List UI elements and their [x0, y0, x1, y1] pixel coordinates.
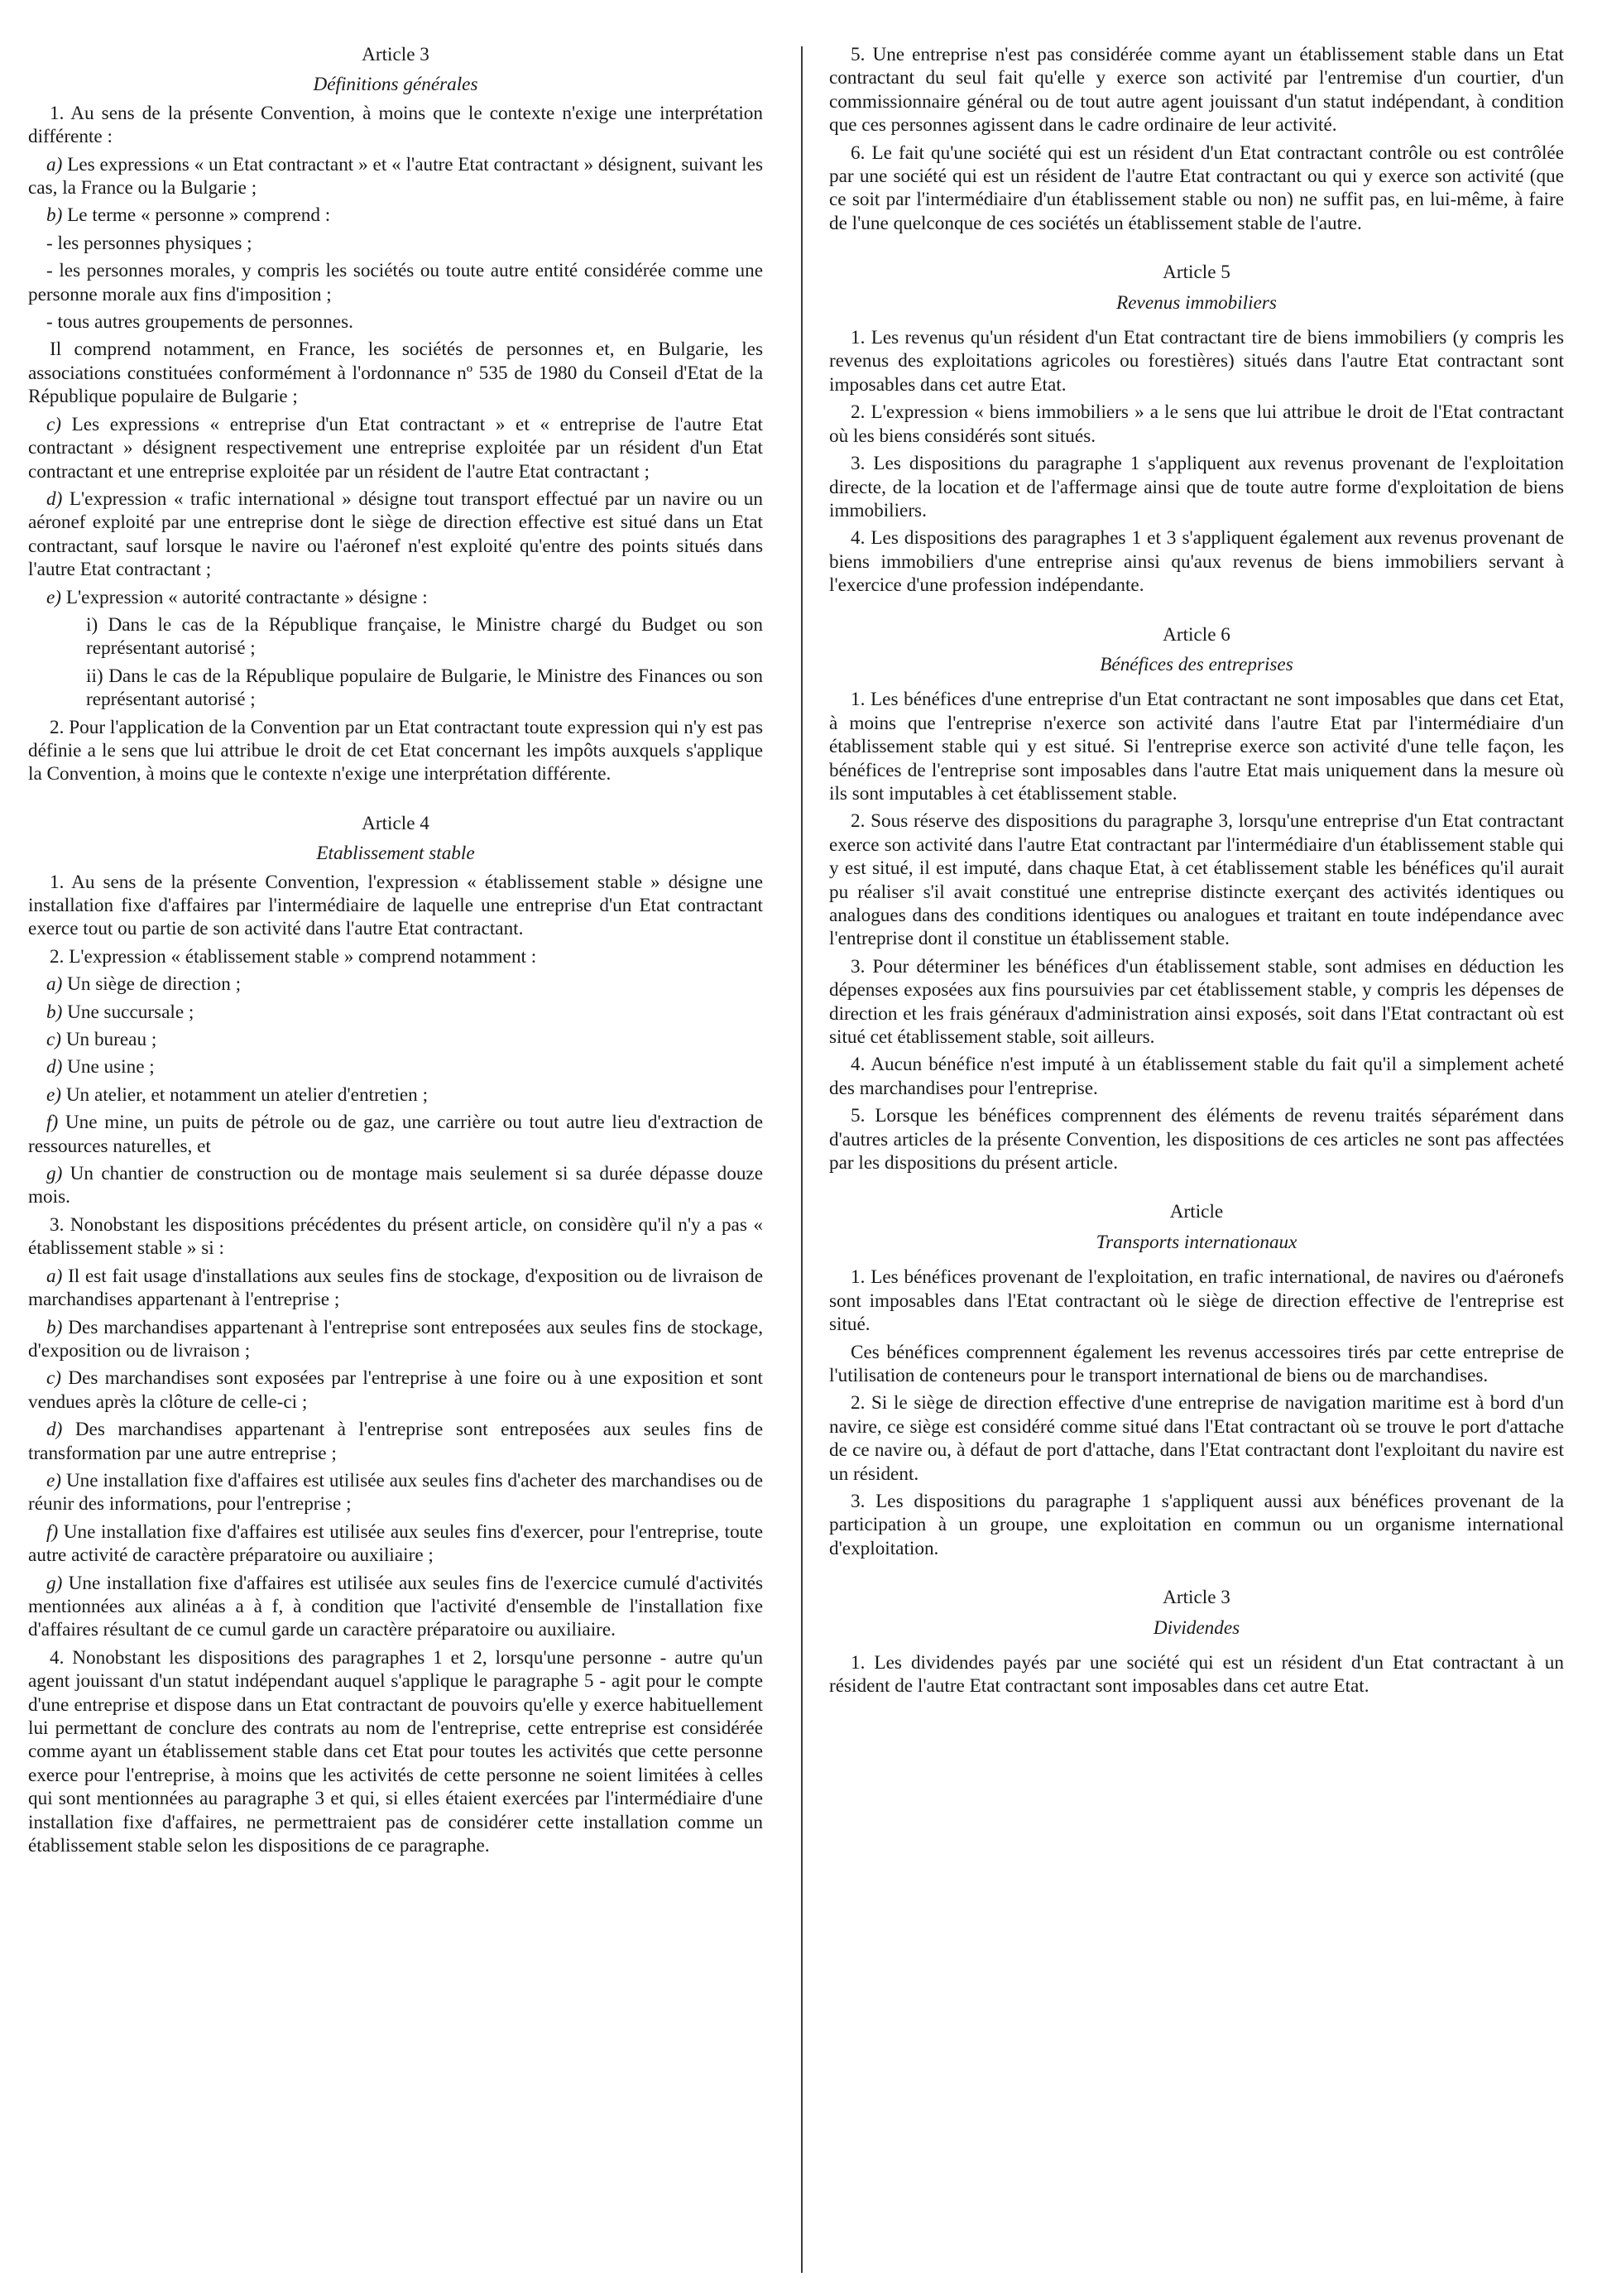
list-item — [28, 153, 763, 200]
article-7-title: Article — [1169, 1201, 1224, 1223]
list-letter: g) — [46, 1572, 63, 1594]
list-item — [28, 1001, 763, 1024]
list-text: L'expression « autorité contractante » désigne : — [65, 586, 428, 608]
paragraph: 5. Lorsque les bénéfices comprennent des éléments de revenu traités séparément dans d'autres articles de la présente Convention, les dispositions de ces articles ne sont pas affectées par les dispositions du présent article. — [829, 1105, 1564, 1174]
list-text: Des marchandises sont exposées par l'entreprise à une foire ou à une exposition et sont vendues après la clôture de celle-ci ; — [28, 1367, 763, 1413]
list-text: Des marchandises appartenant à l'entreprise sont entreposées aux seules fins de transformation par une autre entreprise ; — [28, 1419, 763, 1464]
article-3-title: Article 3 — [362, 44, 429, 65]
paragraph: 1. Les dividendes payés par une société qui est un résident d'un Etat contractant à un résident de l'autre Etat contractant sont imposables dans cet autre Etat. — [829, 1651, 1564, 1698]
list-item — [28, 1111, 763, 1158]
article-3-subtitle: Définitions générales — [313, 74, 478, 96]
article-5-subtitle: Revenus immobiliers — [1116, 291, 1277, 314]
list-text: Une installation fixe d'affaires est utilisée aux seules fins de l'exercice cumulé d'activités mentionnées aux alinéas a à f, à condition que l'activité d'ensemble de l'installation fixe d'affaires résultant de ce cumul garde un caractère préparatoire ou auxiliaire. — [28, 1572, 763, 1641]
list-item — [28, 1316, 763, 1363]
list-text: L'expression « trafic international » désigne tout transport effectué par un navire ou un aéronef exploité par une entreprise dont le siège de direction effective est situé dans un Etat contractant, sauf lorsque le navire ou l'aéronef n'est exploité qu'entre des points situés dans l'autre Etat contractant ; — [28, 488, 763, 581]
left-column — [28, 43, 763, 1861]
list-item — [28, 586, 763, 609]
list-letter: a) — [46, 1265, 63, 1287]
list-text: Des marchandises appartenant à l'entreprise sont entreposées aux seules fins de stockage, d'exposition ou de livraison ; — [28, 1316, 763, 1362]
list-text: Une installation fixe d'affaires est utilisée aux seules fins d'exercer, pour l'entreprise, toute autre activité de caractère préparatoire ou auxiliaire ; — [28, 1520, 764, 1567]
list-text: Une mine, un puits de pétrole ou de gaz, une carrière ou tout autre lieu d'extraction de ressources naturelles, et — [28, 1112, 763, 1157]
paragraph: 3. Les dispositions du paragraphe 1 s'appliquent aux revenus provenant de l'exploitation directe, de la location et de l'affermage ainsi que de toute autre forme d'exploitation de biens immobiliers. — [829, 453, 1564, 521]
dash-item: - les personnes physiques ; — [46, 232, 252, 254]
paragraph: 6. Le fait qu'une société qui est un résident d'un Etat contractant contrôle ou est contrôlée par une société qui est un résident de l'autre Etat contractant ou qui y exerce son activité (que ce soit par l'intermédiaire d'un établissement stable ou non) ne suffit pas, en lui-même, à faire de l'une quelconque de ces sociétés un établissement stable de l'autre. — [829, 142, 1564, 234]
list-letter: c) — [46, 1367, 62, 1390]
list-item — [28, 1520, 763, 1568]
paragraph: 4. Les dispositions des paragraphes 1 et 3 s'appliquent également aux revenus provenant de biens immobiliers d'une entreprise ainsi qu'aux revenus de biens immobiliers servant à l'exercice d'une profession indépendante. — [829, 527, 1564, 597]
article-8-title: Article 3 — [1163, 1587, 1230, 1609]
paragraph: 5. Une entreprise n'est pas considérée comme ayant un établissement stable dans un Etat contractant du seul fait qu'elle y exerce son activité par l'entremise d'un courtier, d'un commissionnaire général ou de tout autre agent jouissant d'un statut indépendant, à condition que ces personnes agissent dans le cadre ordinaire de leur activité. — [829, 44, 1564, 137]
list-text: Un bureau ; — [65, 1029, 157, 1051]
list-text: Un chantier de construction ou de montage mais seulement si sa durée dépasse douze mois. — [28, 1163, 764, 1208]
list-letter: f) — [46, 1112, 59, 1134]
list-letter: e) — [46, 1469, 62, 1491]
list-letter: c) — [46, 413, 62, 435]
dash-item: - les personnes morales, y compris les sociétés ou toute autre entité considérée comme une personne morale aux fins d'imposition ; — [28, 260, 763, 305]
paragraph: 2. Sous réserve des dispositions du paragraphe 3, lorsqu'une entreprise d'un Etat contractant exerce son activité dans l'autre Etat contractant par l'intermédiaire d'un établissement stable qui y est situé, il est imputé, dans chaque Etat, à cet établissement stable les bénéfices qu'il aurait pu réaliser s'il avait constitué une entreprise distincte exerçant des activités identiques ou analogues dans des conditions identiques ou analogues et traitant en toute indépendance avec l'entreprise dont il constitue un établissement stable. — [829, 810, 1564, 950]
article-7-subtitle: Transports internationaux — [1096, 1231, 1297, 1253]
dash-item: - tous autres groupements de personnes. — [46, 311, 353, 334]
paragraph: 1. Au sens de la présente Convention, à moins que le contexte n'exige une interprétation différente : — [28, 102, 763, 148]
list-item — [28, 204, 763, 227]
list-item — [28, 1418, 763, 1465]
column-divider — [801, 46, 803, 2273]
paragraph: 4. Aucun bénéfice n'est imputé à un établissement stable du fait qu'il a simplement acheté des marchandises pour l'entreprise. — [829, 1054, 1564, 1099]
list-letter: b) — [46, 204, 63, 227]
list-text: Une usine ; — [67, 1056, 155, 1078]
paragraph: 4. Nonobstant les dispositions des paragraphes 1 et 2, lorsqu'une personne - autre qu'un agent jouissant d'un statut indépendant auquel s'applique le paragraphe 5 - agit pour le compte d'une entreprise et dispose dans un Etat contractant de pouvoirs qu'elle y exerce habituellement lui permettant de conclure des contrats au nom de l'entreprise, cette entreprise est considérée comme ayant un établissement stable dans cet Etat pour toutes les activités que cette personne exerce pour l'entreprise, à moins que les activités de cette personne ne soient limitées à celles qui sont mentionnées au paragraphe 3 et qui, si elles étaient exercées par l'intermédiaire d'une installation fixe d'affaires, ne permettraient pas de considérer cette installation comme un établissement stable selon les dispositions de ce paragraphe. — [28, 1646, 763, 1857]
list-text: Les expressions « entreprise d'un Etat contractant » et « entreprise de l'autre Etat contractant » désignent respectivement une entreprise exploitée par un résident d'un Etat contractant et une entreprise exploitée par un résident de l'autre Etat contractant ; — [28, 413, 764, 483]
list-text: Il est fait usage d'installations aux seules fins de stockage, d'exposition ou de livraison de marchandises appartenant à l'entreprise ; — [28, 1265, 763, 1311]
list-letter: e) — [46, 586, 62, 608]
list-text: Une succursale ; — [67, 1001, 194, 1023]
paragraph: 3. Les dispositions du paragraphe 1 s'appliquent aussi aux bénéfices provenant de la participation à un groupe, une exploitation en commun ou un organisme international d'exploitation. — [829, 1490, 1564, 1559]
article-4-title: Article 4 — [362, 812, 429, 834]
list-letter: b) — [46, 1001, 63, 1023]
roman-item: ii) Dans le cas de la République populaire de Bulgarie, le Ministre des Finances ou son représentant autorisé ; — [86, 665, 763, 711]
list-item — [28, 413, 763, 483]
list-text: Une installation fixe d'affaires est utilisée aux seules fins d'acheter des marchandises ou de réunir des informations, pour l'entreprise ; — [28, 1469, 764, 1515]
list-text: Un atelier, et notamment un atelier d'entretien ; — [65, 1083, 429, 1106]
list-letter: d) — [46, 488, 63, 510]
roman-item: i) Dans le cas de la République française, le Ministre chargé du Budget ou son représentant autorisé ; — [86, 613, 763, 660]
list-text: Les expressions « un Etat contractant » et « l'autre Etat contractant » désignent, suivant les cas, la France ou la Bulgarie ; — [28, 153, 763, 199]
paragraph: 3. Pour déterminer les bénéfices d'un établissement stable, sont admises en déduction les dépenses exposées aux fins poursuivies par cet établissement stable, y compris les dépenses de direction et les frais généraux d'administration ainsi exposés, soit dans l'Etat contractant où est situé cet établissement stable, soit ailleurs. — [829, 955, 1564, 1049]
paragraph: 2. Pour l'application de la Convention par un Etat contractant toute expression qui n'y est pas définie a le sens que lui attribue le droit de cet Etat concernant les impôts auxquels s'applique la Convention, à moins que le contexte n'exige une interprétation différente. — [28, 716, 763, 785]
list-letter: g) — [46, 1163, 63, 1185]
right-column — [829, 43, 1564, 1703]
paragraph: 2. L'expression « établissement stable » comprend notamment : — [50, 945, 537, 968]
list-item — [28, 1265, 763, 1312]
list-letter: c) — [46, 1029, 62, 1051]
article-6-subtitle: Bénéfices des entreprises — [1100, 653, 1293, 675]
list-item — [28, 973, 763, 996]
article-5-title: Article 5 — [1163, 262, 1230, 284]
paragraph: 1. Au sens de la présente Convention, l'expression « établissement stable » désigne une installation fixe d'affaires par l'intermédiaire de laquelle une entreprise d'un Etat contractant exerce tout ou partie de son activité dans l'autre Etat contractant. — [28, 871, 763, 940]
paragraph: 1. Les bénéfices provenant de l'exploitation, en trafic international, de navires ou d'aéronefs sont imposables dans l'Etat contractant où le siège de direction effective de l'entreprise est situé. — [829, 1266, 1564, 1336]
article-6-title: Article 6 — [1163, 623, 1230, 646]
list-text: Le terme « personne » comprend : — [67, 204, 331, 227]
list-letter: b) — [46, 1316, 63, 1338]
paragraph: 1. Les revenus qu'un résident d'un Etat contractant tire de biens immobiliers (y compris les revenus des exploitations agricoles ou forestières) situés dans l'autre Etat contractant sont imposables dans cet autre Etat. — [829, 327, 1564, 396]
list-letter: d) — [46, 1056, 63, 1078]
list-item — [28, 1469, 763, 1516]
article-8-subtitle: Dividendes — [1153, 1616, 1240, 1639]
article-4-subtitle: Etablissement stable — [316, 843, 475, 865]
list-letter: a) — [46, 153, 63, 175]
paragraph: 1. Les bénéfices d'une entreprise d'un Etat contractant ne sont imposables que dans cet Etat, à moins que l'entreprise n'exerce son activité dans l'autre Etat par l'intermédiaire d'un établissement stable qui y est situé. Si l'entreprise exerce son activité d'une telle façon, les bénéfices de l'entreprise sont imposables dans l'autre Etat mais uniquement dans la mesure où ils sont imputables à cet établissement stable. — [829, 689, 1564, 805]
list-letter: d) — [46, 1419, 63, 1441]
paragraph: Ces bénéfices comprennent également les revenus accessoires tirés par cette entreprise de l'utilisation de conteneurs pour le transport international de biens ou de marchandises. — [829, 1341, 1564, 1386]
list-item — [28, 488, 763, 582]
list-item — [28, 1367, 763, 1414]
list-letter: e) — [46, 1083, 62, 1106]
list-text: Un siège de direction ; — [67, 973, 242, 996]
paragraph: 2. Si le siège de direction effective d'une entreprise de navigation maritime est à bord d'un navire, ce siège est considéré comme situé dans l'Etat contractant où se trouve le port d'attache de ce navire ou, à défaut de port d'attache, dans l'Etat contractant dont l'exploitant du navire est un résident. — [829, 1392, 1564, 1485]
list-item — [28, 1572, 763, 1642]
list-item — [28, 1083, 763, 1107]
list-item — [28, 1162, 763, 1209]
list-item — [28, 1055, 763, 1078]
paragraph: 3. Nonobstant les dispositions précédentes du présent article, on considère qu'il n'y a pas « établissement stable » si : — [28, 1213, 763, 1260]
list-item — [28, 1028, 763, 1051]
list-letter: f) — [46, 1520, 59, 1543]
paragraph: 2. L'expression « biens immobiliers » a le sens que lui attribue le droit de l'Etat contractant où les biens considérés sont situés. — [829, 401, 1564, 447]
paragraph: Il comprend notamment, en France, les sociétés de personnes et, en Bulgarie, les associations constituées conformément à l'ordonnance nº 535 de 1980 du Conseil d'Etat de la République populaire de Bulgarie ; — [28, 339, 763, 408]
list-letter: a) — [46, 973, 63, 996]
